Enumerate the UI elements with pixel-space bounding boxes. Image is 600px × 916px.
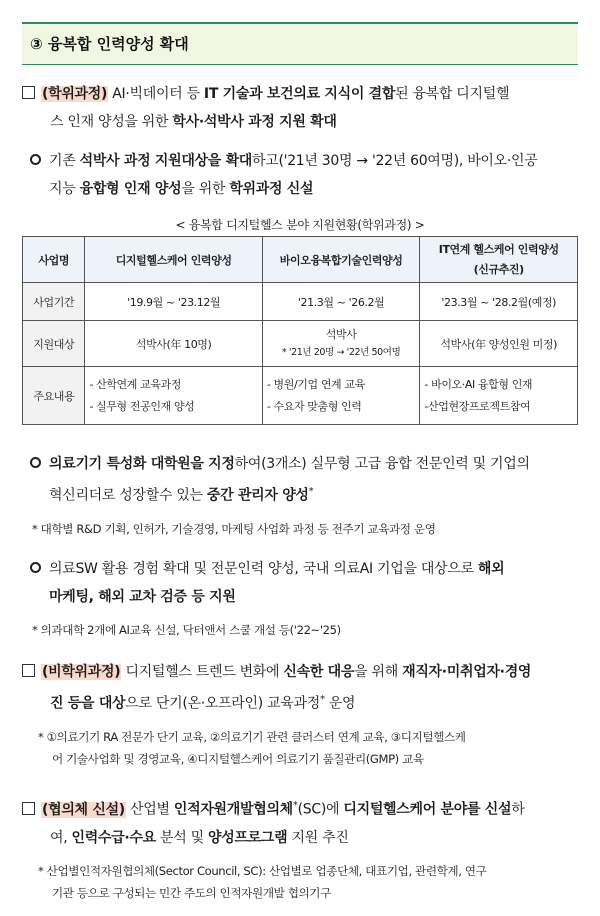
row-label: 사업기간: [23, 283, 85, 321]
text: -산업현장프로젝트참여: [424, 399, 531, 413]
text: 하여(3개소) 실무형 고급 융합 전문인력 및 기업의: [234, 456, 530, 472]
table-cell: [262, 367, 420, 425]
text: 하고('21년 30명 → '22년 60여명), 바이오·인공: [252, 153, 538, 169]
medical-sw-note: * 의과대학 2개에 AI교육 신설, 닥터앤서 스쿨 개설 등('22~'25): [32, 623, 341, 637]
non-degree-line2: [22, 688, 582, 716]
table-cell: '23.3월 ~ '28.2월(예정): [420, 283, 578, 321]
text: 하: [511, 801, 525, 818]
text-bold: 학위과정 신설: [229, 181, 314, 197]
table-cell: '21.3월 ~ '26.2월: [262, 283, 420, 321]
masters-phd-block: [30, 149, 590, 201]
text-bold: 재직자·미취업자·경영: [402, 664, 532, 680]
degree-program-tag: (학위과정): [42, 86, 108, 102]
text: 기존: [49, 153, 80, 169]
text: 운영: [324, 695, 356, 712]
degree-program-block: [22, 82, 582, 134]
text-bold: 해외: [477, 561, 505, 577]
text-bold: 인적자원개발협의체: [173, 801, 293, 818]
masters-phd-line2: [30, 177, 590, 201]
table-row: [23, 283, 578, 321]
council-tag: (협의체 신설): [42, 801, 125, 818]
council-block: [22, 794, 582, 904]
text: 산업별: [125, 801, 174, 818]
text-bold: 마케팅, 해외 교차 검증 등 지원: [49, 589, 236, 605]
council-note-line1: * 산업별인적자원협의체(Sector Council, SC): 산업별로 업종단체, 대표기업, 관련학계, 연구: [38, 863, 487, 878]
bullet-circle-icon: [30, 457, 41, 468]
text: 지능: [49, 181, 80, 197]
text-bold: 석박사 과정 지원대상을 확대: [79, 153, 253, 169]
non-degree-tag: (비학위과정): [42, 664, 121, 680]
medical-sw-block: [30, 557, 590, 641]
medical-sw-line2: [30, 585, 590, 609]
text: - 산학연계 교육과정: [89, 377, 182, 391]
degree-program-line2: [22, 110, 582, 134]
section-header: [22, 22, 578, 65]
text: AI·빅데이터 등: [108, 86, 204, 102]
text-bold: 디지털헬스케어 분야를 신설: [343, 801, 512, 818]
text: - 병원/기업 연계 교육: [266, 377, 365, 391]
text-bold: 신속한 대응: [283, 664, 355, 680]
non-degree-block: [22, 660, 582, 770]
text: 스 인재 양성을 위한: [50, 114, 173, 130]
text-bold: IT 기술과 보건의료 지식이 결합: [203, 86, 396, 102]
header-cell: 사업명: [23, 237, 85, 283]
non-degree-note-line1: * ①의료기기 RA 전문가 단기 교육, ②의료기기 관련 클러스터 연계 교육, ③디지털헬스케: [38, 729, 466, 744]
medical-device-note: * 대학별 R&D 기획, 인허가, 기술경영, 마케팅 사업화 과정 등 전주기 교육과정 운영: [32, 521, 436, 536]
footnote-mark: *: [292, 800, 298, 811]
text: - 수요자 맞춤형 인력: [266, 399, 362, 413]
text: 여,: [50, 829, 72, 846]
bullet-circle-icon: [30, 562, 41, 573]
text: * '21년 20명 → '22년 50여명: [281, 347, 401, 358]
text: 을 위한: [181, 181, 230, 197]
support-status-table: [22, 236, 578, 425]
checkbox-square-icon: [22, 86, 35, 99]
row-label: 주요내용: [23, 367, 85, 425]
medical-device-line2: [30, 480, 590, 508]
council-line1: [22, 794, 582, 822]
table-caption: < 융복합 디지털헬스 분야 지원현황(학위과정) >: [175, 218, 425, 232]
header-cell: 바이오융복합기술인력양성: [262, 237, 420, 283]
medical-sw-line1: [30, 557, 590, 581]
degree-program-line1: [22, 82, 582, 106]
text-bold: 양성프로그램: [208, 829, 288, 846]
table-cell: [420, 367, 578, 425]
header-cell: [420, 237, 578, 283]
non-degree-line1: [22, 660, 582, 684]
text-bold: 인력수급·수요: [71, 829, 156, 846]
table-row: [23, 367, 578, 425]
masters-phd-line1: [30, 149, 590, 173]
table-cell: '19.9월 ~ '23.12월: [85, 283, 262, 321]
checkbox-square-icon: [22, 664, 35, 677]
text-bold: 융합형 인재 양성: [79, 181, 182, 197]
table-cell: 석박사(年 10명): [85, 321, 262, 367]
council-line2: [22, 826, 582, 850]
row-label: 지원대상: [23, 321, 85, 367]
text: - 실무형 전공인재 양성: [89, 399, 195, 413]
bullet-circle-icon: [30, 154, 41, 165]
table-cell: [85, 367, 262, 425]
text: IT연계 헬스케어 인력양성: [438, 242, 559, 256]
text: - 바이오·AI 융합형 인재: [424, 377, 533, 391]
footnote-mark: *: [319, 694, 325, 705]
table-row: [23, 321, 578, 367]
text: (SC)에: [297, 801, 344, 818]
non-degree-note-line2: 어 기술사업화 및 경영교육, ④디지털헬스케어 의료기기 품질관리(GMP) 교육: [52, 751, 424, 766]
medical-device-block: [30, 452, 590, 540]
text: 으로 단기(온·오프라인) 교육과정: [125, 695, 320, 712]
footnote-mark: *: [308, 486, 314, 497]
text: 석박사: [325, 328, 357, 341]
header-cell: 디지털헬스케어 인력양성: [85, 237, 262, 283]
text: 된 융복합 디지털헬: [395, 86, 510, 102]
text: (신규추진): [473, 262, 524, 276]
table-header-row: [23, 237, 578, 283]
text: 디지털헬스 트렌드 변화에: [121, 664, 284, 680]
text: 지원 추진: [287, 829, 349, 846]
text: 분석 및: [155, 829, 209, 846]
table-cell: 석박사(年 양성인원 미정): [420, 321, 578, 367]
text: 을 위해: [354, 664, 403, 680]
text-bold: 중간 관리자 양성: [206, 487, 309, 504]
text: 의료SW 활용 경험 확대 및 전문인력 양성, 국내 의료AI 기업을 대상으로: [49, 561, 478, 577]
text-bold: 의료기기 특성화 대학원을 지정: [49, 456, 235, 472]
section-title: ③ 융복합 인력양성 확대: [30, 35, 189, 53]
text: 혁신리더로 성장할수 있는: [49, 487, 207, 504]
checkbox-square-icon: [22, 802, 35, 815]
table-cell: [262, 321, 420, 367]
medical-device-line1: [30, 452, 590, 476]
council-note-line2: 기관 등으로 구성되는 민간 주도의 인적자원개발 협의기구: [52, 885, 331, 900]
text-bold: 학사·석박사 과정 지원 확대: [172, 114, 337, 130]
text-bold: 진 등을 대상: [50, 695, 126, 712]
